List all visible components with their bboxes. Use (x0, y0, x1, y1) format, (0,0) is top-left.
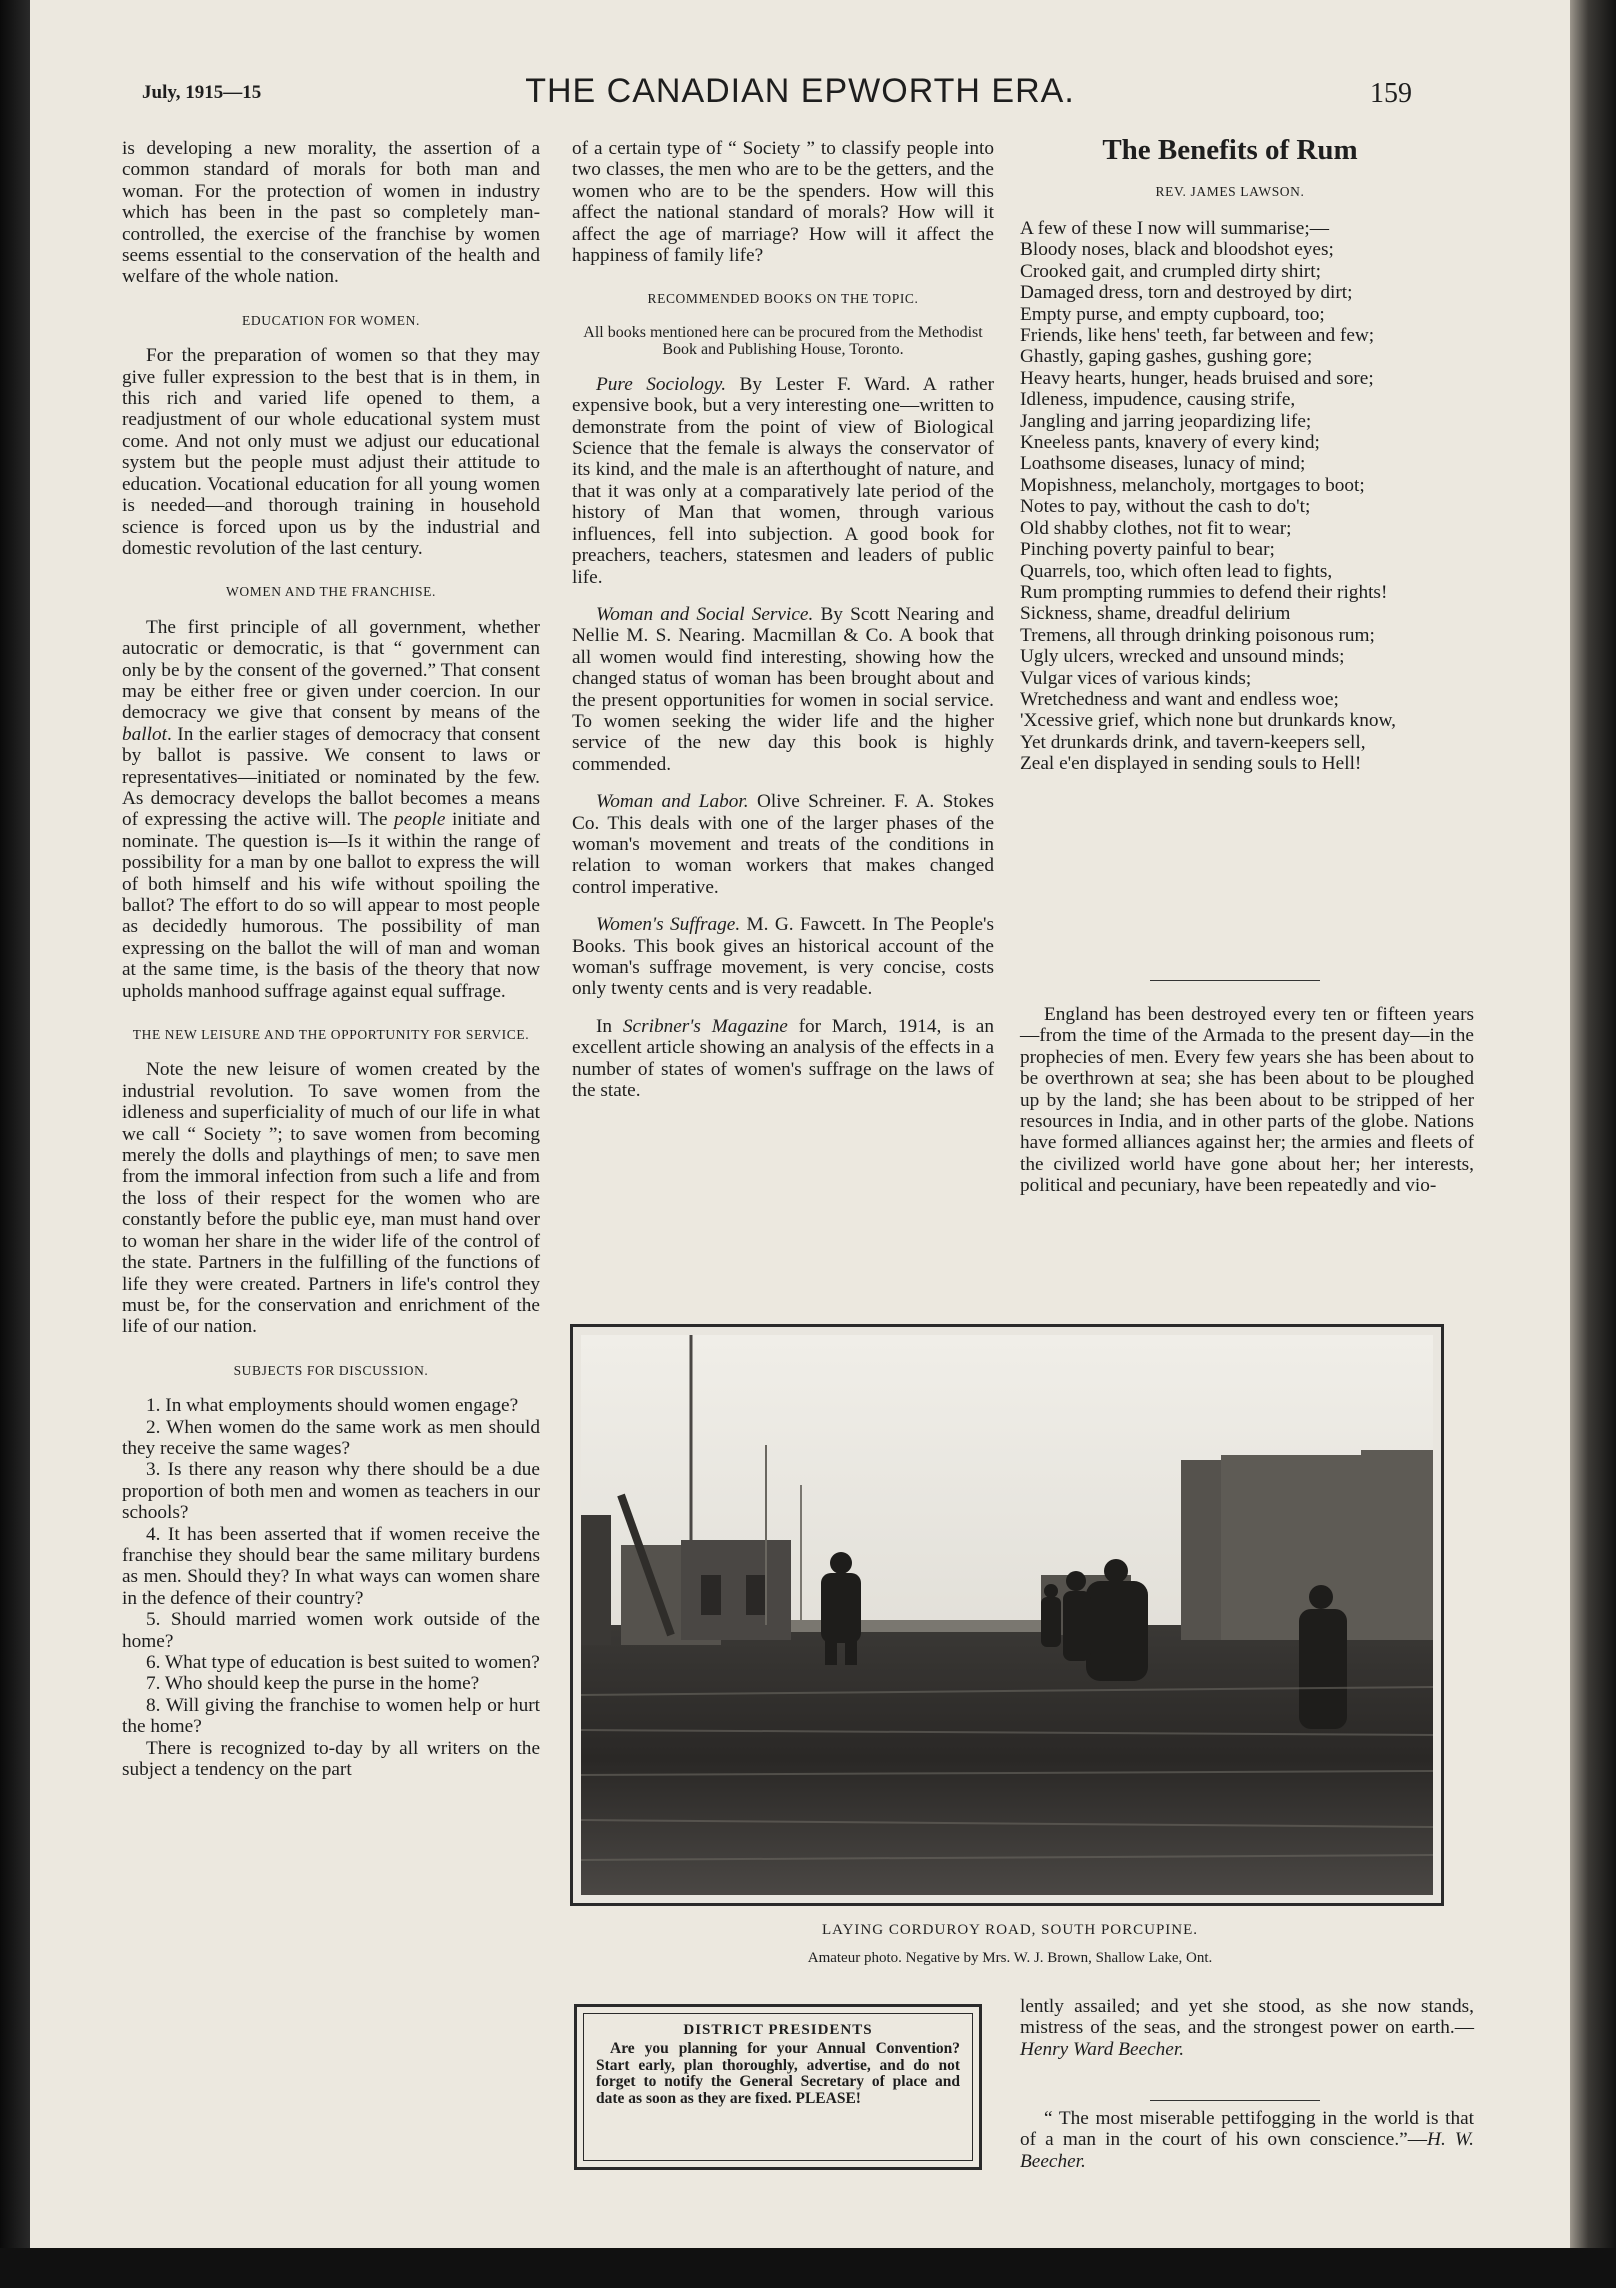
paragraph: lently assailed; and yet she stood, as she now stands, mistress of the seas, and the strongest power on earth.—Henry Ward Beecher. (1020, 1996, 1474, 2060)
book-entry: Woman and Labor. Olive Schreiner. F. A. Stokes Co. This deals with one of the larger phases of the woman's movement and treats of the conditions in relation to woman workers that makes changed control imperative. (572, 791, 994, 898)
corduroy-road-photo (581, 1335, 1433, 1895)
issue-date: July, 1915—15 (142, 82, 262, 103)
paragraph: There is recognized to-day by all writers on the subject a tendency on the part (122, 1737, 540, 1781)
poem-line: Pinching poverty painful to bear; (1020, 539, 1275, 561)
district-presidents-notice (574, 2004, 982, 2170)
poem-body (1020, 218, 1440, 775)
poem-line: Empty purse, and empty cupboard, too; (1020, 303, 1325, 325)
magazine-page (30, 0, 1570, 2248)
poem-line: Rum prompting rummies to defend their rights! (1020, 581, 1388, 603)
poem-line: Ghastly, gaping gashes, gushing gore; (1020, 346, 1313, 368)
book-entry: Woman and Social Service. By Scott Nearing and Nellie M. S. Nearing. Macmillan & Co. A book that all women would find interesting, showing how the changed status of woman has been brought about and the present opportunities for women in social service. To women seeking the wider life and the higher service of the new day this book is highly commended. (572, 603, 994, 775)
discussion-question: 3. Is there any reason why there should be a due proportion of both men and women as teachers in our schools? (122, 1459, 540, 1524)
discussion-question: 2. When women do the same work as men should they receive the same wages? (122, 1416, 540, 1459)
discussion-question: 4. It has been asserted that if women receive the franchise they should bear the same military burdens as men. Should they? In what ways can women share in the defence of their country? (122, 1523, 540, 1609)
poem-line: A few of these I now will summarise;— (1020, 218, 1329, 239)
poem-line: Heavy hearts, hunger, heads bruised and sore; (1020, 367, 1374, 389)
england-article (1020, 1004, 1474, 1197)
poem-line: Notes to pay, without the cash to do't; (1020, 496, 1311, 518)
section-heading: WOMEN AND THE FRANCHISE. (226, 584, 436, 600)
section-heading: THE NEW LEISURE AND THE OPPORTUNITY FOR SERVICE. (132, 1027, 530, 1043)
books-note: All books mentioned here can be procured from the Methodist Book and Publishing House, Toronto. (583, 323, 983, 358)
divider (1150, 2100, 1320, 2101)
poem-line: Ugly ulcers, wrecked and unsound minds; (1020, 646, 1345, 668)
poem-line: Quarrels, too, which often lead to fights, (1020, 560, 1333, 582)
notice-title: DISTRICT PRESIDENTS (683, 2022, 873, 2038)
poem-title: The Benefits of Rum (1102, 134, 1358, 166)
poem-line: Jangling and jarring jeopardizing life; (1020, 410, 1312, 432)
poem-line: Yet drunkards drink, and tavern-keepers sell, (1020, 731, 1366, 753)
paragraph: of a certain type of “ Society ” to classify people into two classes, the men who are to be the getters, and the women who are to be the spenders. How will this affect the national standard of morals? How will it affect the age of marriage? How will it affect the happiness of family life? (572, 138, 994, 267)
section-heading: SUBJECTS FOR DISCUSSION. (233, 1362, 429, 1378)
poem-line: Damaged dress, torn and destroyed by dirt; (1020, 282, 1353, 304)
paragraph: England has been destroyed every ten or fifteen years—from the time of the Armada to the present day—in the prophecies of men. Every few years she has been about to be overthrown at sea; she has been about to be ploughed up by the land; she has been about to be stripped of her resources in India, and in other parts of the globe. Nations have formed alliances against her; the armies and fleets of the civilized world have gone about her; her interests, political and pecuniary, have been repeatedly and vio- (1020, 1004, 1474, 1197)
poem-line: Friends, like hens' teeth, far between and few; (1020, 325, 1375, 347)
poem-line: Loathsome diseases, lunacy of mind; (1020, 453, 1306, 475)
section-heading: RECOMMENDED BOOKS ON THE TOPIC. (647, 291, 919, 307)
discussion-question: 8. Will giving the franchise to women help or hurt the home? (122, 1694, 540, 1738)
divider (1150, 980, 1320, 981)
england-continuation (1020, 1996, 1474, 2060)
book-entry: Pure Sociology. By Lester F. Ward. A rather expensive book, but a very interesting one—written to demonstrate from the point of view of Biological Science that the female is always the conservator of its kind, and the male is an afterthought of nature, and that it was only at a comparatively late period of the history of Man that women, through various influences, fell into subjection. A good book for preachers, teachers, statesmen and leaders of public life. (572, 373, 995, 588)
paragraph: For the preparation of women so that they may give fuller expression to the best that is in them, in this rich and varied life opened to them, a readjustment of our whole educational system must come. And not only must we adjust our educational system but the people must adjust their attitude to education. Vocational education for all young women is needed—and thorough training in household science is forced upon us by the industrial and domestic revolution of the last century. (122, 345, 540, 559)
paragraph: Note the new leisure of women created by the industrial revolution. To save women from the idleness and superficiality of much of our life in what we call “ Society ”; to save women from becoming merely the dolls and playthings of men; to save men from the immoral infection from such a life and from the loss of their respect for the women who are constantly before the public eye, man must hand over to woman her share in the wider life of the control of the state. Partners in the fulfilling of the functions of life they were created. Partners in life's control they must be, for the conservation and enrichment of the life of our nation. (122, 1059, 540, 1338)
page-number: 159 (1370, 78, 1412, 109)
photograph-frame (570, 1324, 1444, 1906)
notice-text: Are you planning for your Annual Convention? Start early, plan thoroughly, advertise, and do not forget to notify the General Secretary of place and date as soon as they are fixed. PLEASE! (596, 2040, 960, 2107)
photo-caption: LAYING CORDUROY ROAD, SOUTH PORCUPINE. (821, 1922, 1199, 1938)
poem-line: Old shabby clothes, not fit to wear; (1020, 517, 1292, 539)
discussion-question: 5. Should married women work outside of the home? (122, 1609, 540, 1652)
beecher-quote (1020, 2108, 1474, 2172)
column-left (92, 138, 540, 1780)
poem-line: Zeal e'en displayed in sending souls to Hell! (1020, 753, 1362, 775)
poem-line: Tremens, all through drinking poisonous rum; (1020, 624, 1375, 646)
poem-line: Sickness, shame, dreadful delirium (1020, 603, 1291, 625)
poem-line: Crooked gait, and crumpled dirty shirt; (1020, 260, 1321, 282)
quote: “ The most miserable pettifogging in the world is that of a man in the court of his own conscience.”—H. W. Beecher. (1020, 2108, 1474, 2172)
discussion-question: 6. What type of education is best suited to women? (146, 1652, 540, 1673)
section-heading: EDUCATION FOR WOMEN. (242, 312, 420, 328)
book-entry: Women's Suffrage. M. G. Fawcett. In The People's Books. This book gives an historical account of the woman's suffrage movement, is very concise, costs only twenty cents and is very readable. (572, 914, 994, 1000)
poem-line: Bloody noses, black and bloodshot eyes; (1020, 239, 1334, 261)
book-entry: In Scribner's Magazine for March, 1914, is an excellent article showing an analysis of the effects in a number of states of women's suffrage on the laws of the state. (572, 1015, 994, 1102)
paragraph: The first principle of all government, whether autocratic or democratic, is that “ government can only be by the consent of the governed.” That consent may be either free or given under coercion. In our democracy we give that consent by means of the ballot. In the earlier stages of democracy that consent by ballot is passive. We consent to laws or representatives—initiated or nominated by the few. As democracy develops the ballot becomes a means of expressing the active will. The people initiate and nominate. The question is—Is it within the range of possibility for a man by one ballot to express the will of both himself and his wife without spoiling the ballot? The effort to do so will appear to most people as decidedly humorous. The possibility of man expressing on the ballot the will of man and woman at the same time, is the basis of the theory that now upholds manhood suffrage against equal suffrage. (122, 616, 540, 1002)
page-binding (0, 0, 30, 2288)
discussion-question: 7. Who should keep the purse in the home? (146, 1673, 480, 1695)
poem-line: Idleness, impudence, causing strife, (1020, 389, 1296, 411)
column-middle (540, 138, 994, 1101)
poem-line: Wretchedness and want and endless woe; (1020, 688, 1339, 710)
poem-line: Vulgar vices of various kinds; (1020, 667, 1252, 689)
poem-line: Kneeless pants, knavery of every kind; (1020, 432, 1320, 454)
book-edge (1570, 0, 1616, 2288)
poem-line: 'Xcessive grief, which none but drunkards know, (1020, 710, 1396, 732)
poem-line: Mopishness, melancholy, mortgages to boot; (1020, 474, 1365, 496)
paragraph: is developing a new morality, the assertion of a common standard of morals for both man and woman. For the protection of women in industry which has been in the past so completely man-controlled, the exercise of the franchise by women seems essential to the conservation of the health and welfare of the whole nation. (122, 138, 540, 288)
discussion-question: 1. In what employments should women engage? (146, 1395, 519, 1417)
poem-author: REV. JAMES LAWSON. (1155, 184, 1305, 199)
photo-credit: Amateur photo. Negative by Mrs. W. J. Brown, Shallow Lake, Ont. (807, 1950, 1213, 1966)
page-bottom-edge (0, 2248, 1616, 2288)
publication-title: THE CANADIAN EPWORTH ERA. (525, 72, 1075, 110)
